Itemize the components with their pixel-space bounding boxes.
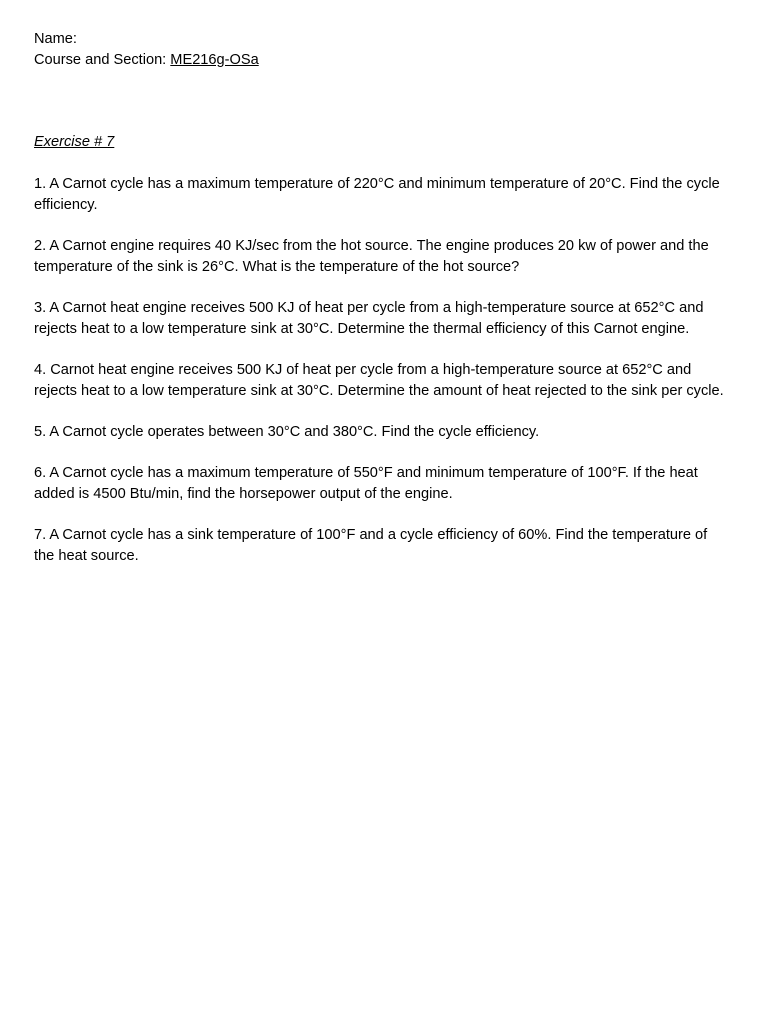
title-spacer	[34, 153, 724, 174]
question-text: 3. A Carnot heat engine receives 500 KJ of heat per cycle from a high-temperature source at 652°C and rejects heat to a low temperature sink at 30°C. Determine the thermal efficiency of this Carnot engine.	[34, 300, 704, 337]
question-3	[34, 298, 724, 340]
question-2	[34, 236, 724, 278]
course-label: Course and Section:	[34, 52, 171, 68]
question-text: 5. A Carnot cycle operates between 30°C and 380°C. Find the cycle efficiency.	[34, 424, 540, 440]
name-label: Name:	[34, 31, 77, 47]
question-6	[34, 463, 724, 505]
course-section-line	[34, 50, 724, 71]
document-page	[34, 29, 724, 587]
course-value: ME216g-OSa	[170, 52, 259, 68]
question-1	[34, 174, 724, 216]
question-text: 7. A Carnot cycle has a sink temperature of 100°F and a cycle efficiency of 60%. Find the temperature of the heat source.	[34, 527, 708, 564]
question-5	[34, 422, 724, 443]
question-text: 4. Carnot heat engine receives 500 KJ of heat per cycle from a high-temperature source at 652°C and rejects heat to a low temperature sink at 30°C. Determine the amount of heat rejected to the sink per cycle.	[34, 362, 724, 399]
question-4	[34, 360, 724, 402]
header-spacer	[34, 71, 724, 132]
question-text: 1. A Carnot cycle has a maximum temperature of 220°C and minimum temperature of 20°C. Find the cycle efficiency.	[34, 176, 720, 213]
exercise-title: Exercise # 7	[34, 134, 115, 150]
question-text: 6. A Carnot cycle has a maximum temperature of 550°F and minimum temperature of 100°F. If the heat added is 4500 Btu/min, find the horsepower output of the engine.	[34, 465, 698, 502]
question-7	[34, 525, 724, 567]
question-text: 2. A Carnot engine requires 40 KJ/sec from the hot source. The engine produces 20 kw of power and the temperature of the sink is 26°C. What is the temperature of the hot source?	[34, 238, 709, 275]
